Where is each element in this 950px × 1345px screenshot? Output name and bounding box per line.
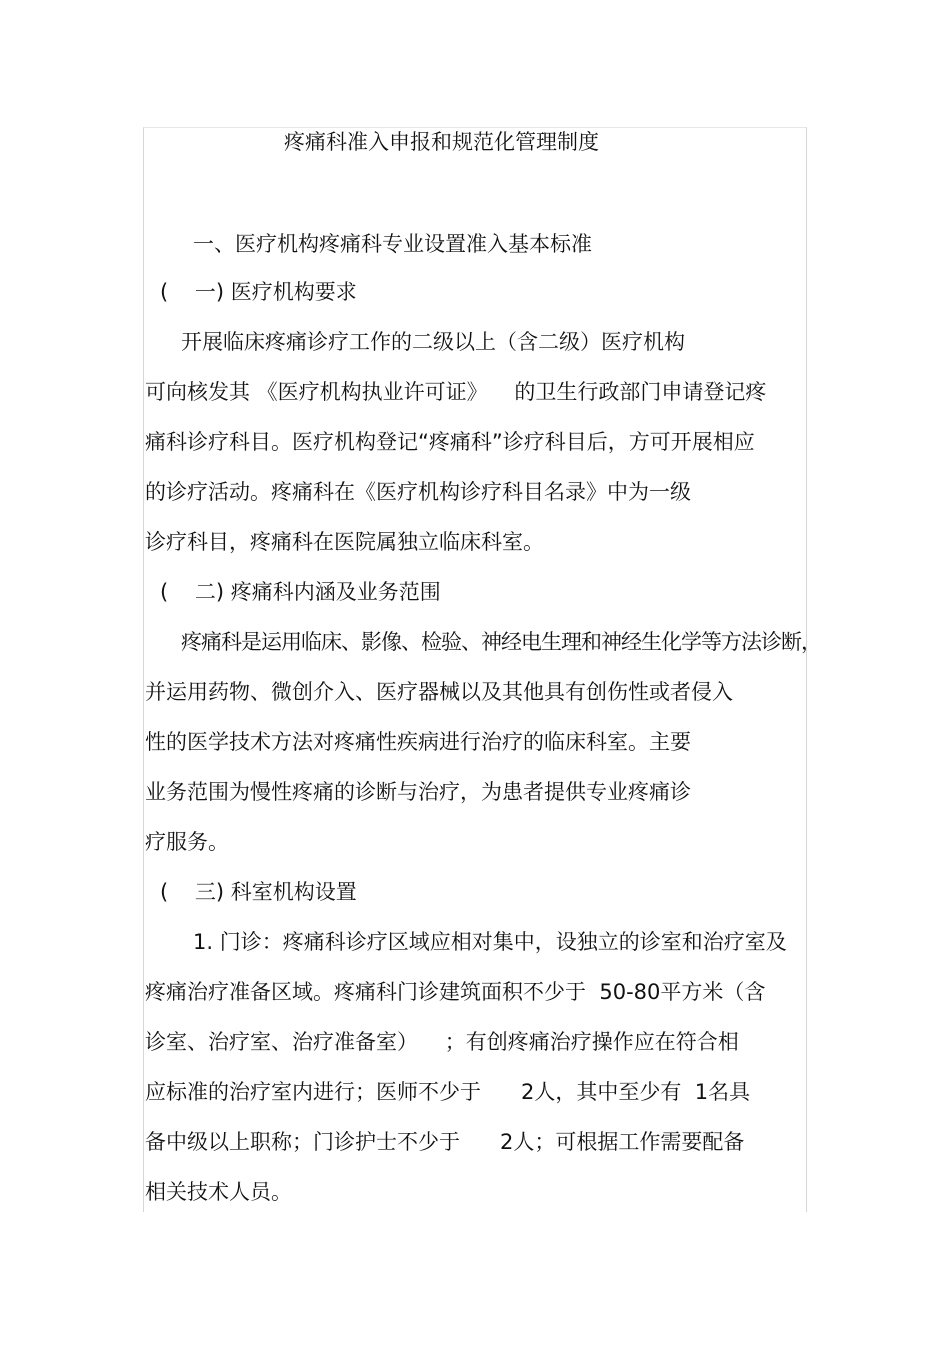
paragraph-line: 业务范围为慢性疼痛的诊断与治疗，为患者提供专业疼痛诊 — [145, 780, 691, 804]
document-title: 疼痛科准入申报和规范化管理制度 — [284, 130, 599, 154]
paragraph-line: 的诊疗活动。疼痛科在《医疗机构诊疗科目名录》中为一级 — [145, 480, 691, 504]
paragraph-line: 并运用药物、微创介入、医疗器械以及其他具有创伤性或者侵入 — [145, 680, 733, 704]
paragraph-line: 疼痛治疗准备区域。疼痛科门诊建筑面积不少于 50-80平方米（含 — [145, 980, 766, 1004]
paragraph-line: 性的医学技术方法对疼痛性疾病进行治疗的临床科室。主要 — [145, 730, 691, 754]
subsection-heading-1: ( 一) 医疗机构要求 — [160, 280, 357, 304]
section-heading: 一、医疗机构疼痛科专业设置准入基本标准 — [193, 232, 592, 256]
paragraph-line: 相关技术人员。 — [145, 1180, 292, 1204]
paragraph-line: 痛科诊疗科目。医疗机构登记“疼痛科”诊疗科目后，方可开展相应 — [145, 430, 755, 454]
paragraph-line: 应标准的治疗室内进行；医师不少于 2人，其中至少有 1名具 — [145, 1080, 751, 1104]
paragraph-line: 诊疗科目，疼痛科在医院属独立临床科室。 — [145, 530, 544, 554]
paragraph-line: 开展临床疼痛诊疗工作的二级以上（含二级）医疗机构 — [181, 330, 685, 354]
paragraph-line: 备中级以上职称；门诊护士不少于 2人；可根据工作需要配备 — [145, 1130, 745, 1154]
paragraph-line: 疗服务。 — [145, 830, 229, 854]
paragraph-line: 诊室、治疗室、治疗准备室） ；有创疼痛治疗操作应在符合相 — [145, 1030, 739, 1054]
paragraph-line: 1. 门诊：疼痛科诊疗区域应相对集中，设独立的诊室和治疗室及 — [193, 930, 787, 954]
paragraph-line: 疼痛科是运用临床、影像、检验、神经电生理和神经生化学等方法诊断， — [181, 630, 821, 654]
paragraph-line: 可向核发其 《医疗机构执业许可证》 的卫生行政部门申请登记疼 — [145, 380, 767, 404]
subsection-heading-2: ( 二) 疼痛科内涵及业务范围 — [160, 580, 441, 604]
subsection-heading-3: ( 三) 科室机构设置 — [160, 880, 357, 904]
